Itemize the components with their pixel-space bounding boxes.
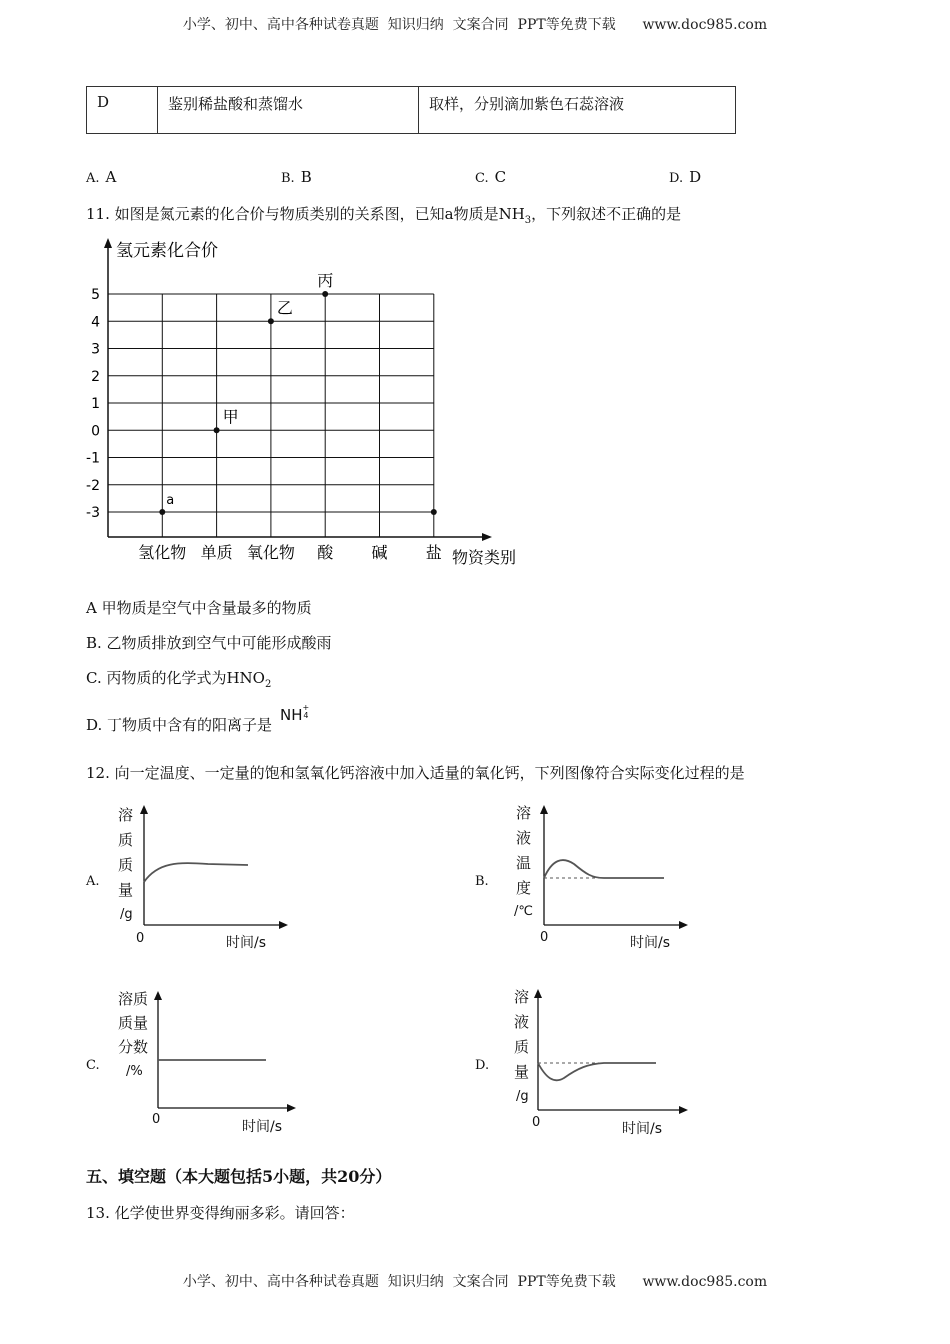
y-tick-label: -2: [86, 477, 100, 494]
page-header: 小学、初中、高中各种试卷真题 知识归纳 文案合同 PPT等免费下载 www.doc985.com: [182, 17, 768, 33]
y-tick-label: -1: [86, 450, 100, 467]
svg-text:/%: /%: [126, 1064, 143, 1079]
svg-text:分数: 分数: [118, 1038, 149, 1056]
y-tick-label: 3: [91, 341, 100, 358]
y-tick-label: 1: [91, 396, 100, 412]
svg-text:质: 质: [514, 1038, 530, 1056]
svg-text:时间/s: 时间/s: [622, 1121, 663, 1137]
y-tick-label: 2: [91, 368, 100, 385]
data-point: [159, 509, 165, 515]
page-footer: 小学、初中、高中各种试卷真题 知识归纳 文案合同 PPT等免费下载 www.doc985.com: [182, 1274, 768, 1290]
q11-option-a: A 甲物质是空气中含量最多的物质: [86, 599, 312, 617]
x-category-label: 氧化物: [246, 543, 295, 562]
data-point-label: a: [166, 493, 175, 508]
svg-text:/g: /g: [516, 1089, 529, 1104]
graph-d-label: D.: [475, 1058, 490, 1073]
table-cell-label: D: [87, 87, 158, 134]
answer-option-b: B. B: [281, 168, 312, 186]
graph-b: [508, 798, 698, 958]
data-point: [214, 427, 220, 433]
y-tick-label: 0: [91, 423, 100, 440]
answer-option-a: A. A: [86, 168, 117, 186]
svg-text:量: 量: [118, 881, 134, 899]
data-point-label: 丙: [317, 271, 334, 290]
svg-text:时间/s: 时间/s: [226, 935, 267, 951]
svg-text:质: 质: [118, 831, 134, 849]
y-tick-label: -3: [86, 505, 100, 521]
x-category-label: 碱: [371, 543, 388, 562]
answer-option-c: C. C: [475, 168, 507, 186]
svg-text:0: 0: [532, 1115, 541, 1130]
options-table: [86, 86, 736, 134]
svg-text:0: 0: [152, 1112, 161, 1127]
x-axis-label: 物资类别: [452, 548, 517, 567]
svg-text:溶: 溶: [514, 988, 530, 1006]
x-category-label: 单质: [200, 543, 233, 562]
q11-option-b: B. 乙物质排放到空气中可能形成酸雨: [86, 634, 332, 652]
question-11-stem: 11. 如图是氮元素的化合价与物质类别的关系图，已知a物质是$NH_3$，下列叙述不正确的是: [86, 205, 682, 226]
x-category-label: 氢化物: [138, 543, 187, 562]
section-5-title: 五、填空题（本大题包括5小题，共20分）: [86, 1167, 392, 1186]
x-category-label: 酸: [317, 543, 334, 562]
graph-a-label: A.: [86, 874, 100, 889]
data-point-label: 甲: [222, 407, 239, 427]
valence-chart: [80, 232, 540, 577]
data-point: [322, 291, 328, 297]
y-tick-label: 5: [91, 287, 100, 303]
q11-option-d: D. 丁物质中含有的阳离子是NH+ 4: [86, 703, 310, 734]
graph-d: [508, 982, 698, 1142]
svg-text:溶质: 溶质: [118, 990, 149, 1008]
svg-text:/g: /g: [120, 907, 133, 922]
svg-text:溶: 溶: [118, 806, 134, 824]
data-point-label: 乙: [276, 298, 293, 318]
q11-option-c: C. 丙物质的化学式为$HNO_2$: [86, 669, 272, 690]
graph-a: [108, 800, 298, 960]
data-point: [268, 318, 274, 324]
table-cell-method: 取样，分别滴加紫色石蕊溶液: [419, 87, 736, 134]
svg-text:液: 液: [516, 829, 532, 847]
svg-text:量: 量: [514, 1063, 530, 1081]
svg-text:液: 液: [514, 1013, 530, 1031]
data-point: [431, 509, 437, 515]
question-13-stem: 13. 化学使世界变得绚丽多彩。请回答：: [86, 1204, 355, 1222]
svg-text:0: 0: [540, 930, 549, 945]
graph-b-label: B.: [475, 874, 489, 889]
svg-text:溶: 溶: [516, 804, 532, 822]
table-row: [87, 87, 736, 134]
graph-c: [108, 984, 308, 1144]
svg-text:度: 度: [516, 879, 532, 897]
ammonium-formula: NH+ 4: [280, 703, 310, 724]
svg-text:质: 质: [118, 856, 134, 874]
svg-text:/℃: /℃: [514, 904, 533, 919]
table-cell-purpose: 鉴别稀盐酸和蒸馏水: [158, 87, 419, 134]
x-category-label: 盐: [425, 543, 442, 562]
svg-text:时间/s: 时间/s: [242, 1119, 283, 1135]
svg-text:0: 0: [136, 931, 145, 946]
graph-c-label: C.: [86, 1058, 100, 1073]
question-12-stem: 12. 向一定温度、一定量的饱和氢氧化钙溶液中加入适量的氧化钙，下列图像符合实际变化过程的是: [86, 764, 745, 782]
svg-text:质量: 质量: [118, 1014, 149, 1032]
svg-text:时间/s: 时间/s: [630, 935, 671, 951]
y-tick-label: 4: [91, 314, 100, 331]
y-axis-label: 氢元素化合价: [116, 241, 218, 261]
svg-text:温: 温: [516, 854, 532, 872]
answer-option-d: D. D: [669, 168, 702, 186]
